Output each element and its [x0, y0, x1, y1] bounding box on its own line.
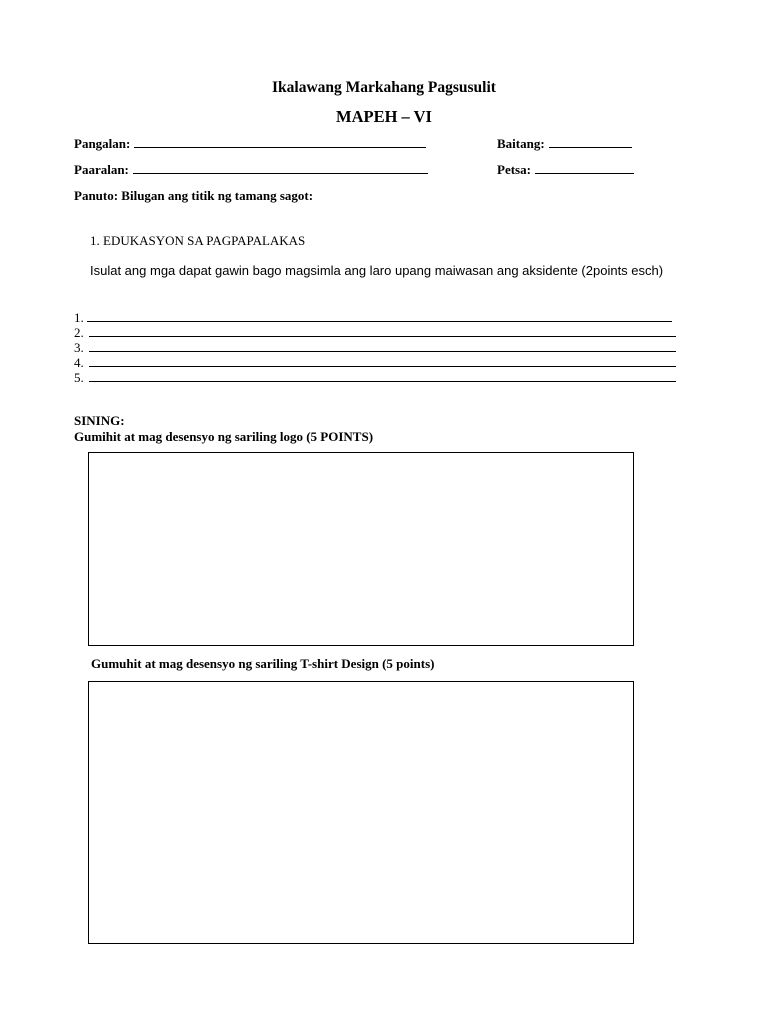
paaralan-field [74, 162, 428, 178]
petsa-label: Petsa: [497, 162, 531, 177]
section-title-edukasyon: 1. EDUKASYON SA PAGPAPALAKAS [90, 233, 306, 248]
pangalan-line[interactable] [134, 136, 426, 148]
logo-task: Gumihit at mag desensyo ng sariling logo (5 POINTS) [74, 429, 374, 444]
petsa-line[interactable] [535, 162, 634, 174]
answer-underline[interactable] [89, 366, 676, 367]
tshirt-drawing-box[interactable] [88, 681, 634, 944]
paaralan-label: Paaralan: [74, 162, 129, 177]
paaralan-line[interactable] [133, 162, 428, 174]
baitang-label: Baitang: [497, 136, 545, 151]
answer-line-3[interactable] [74, 340, 84, 355]
answer-underline[interactable] [89, 381, 676, 382]
answer-underline[interactable] [89, 336, 676, 337]
exam-title: Ikalawang Markahang Pagsusulit [272, 79, 496, 96]
exam-subject: MAPEH – VI [336, 107, 432, 126]
answer-number: 3. [74, 340, 84, 355]
answer-line-4[interactable] [74, 355, 84, 370]
petsa-field [497, 162, 634, 178]
answer-line-5[interactable] [74, 370, 84, 385]
answer-number: 5. [74, 370, 84, 385]
answer-underline[interactable] [89, 351, 676, 352]
pangalan-label: Pangalan: [74, 136, 131, 151]
answer-number: 4. [74, 355, 84, 370]
baitang-field [497, 136, 632, 152]
tshirt-task: Gumuhit at mag desensyo ng sariling T-shirt Design (5 points) [91, 656, 435, 671]
answer-line-1[interactable] [74, 310, 84, 325]
panuto-instruction: Panuto: Bilugan ang titik ng tamang sagot: [74, 188, 314, 203]
answer-line-2[interactable] [74, 325, 84, 340]
answer-underline[interactable] [87, 321, 672, 322]
pangalan-field [74, 136, 426, 152]
section-instruction: Isulat ang mga dapat gawin bago magsimla ang laro upang maiwasan ang aksidente (2points esch) [90, 263, 664, 278]
baitang-line[interactable] [549, 136, 632, 148]
answer-number: 1. [74, 310, 84, 325]
answer-number: 2. [74, 325, 84, 340]
sining-heading: SINING: [74, 413, 125, 428]
logo-drawing-box[interactable] [88, 452, 634, 646]
